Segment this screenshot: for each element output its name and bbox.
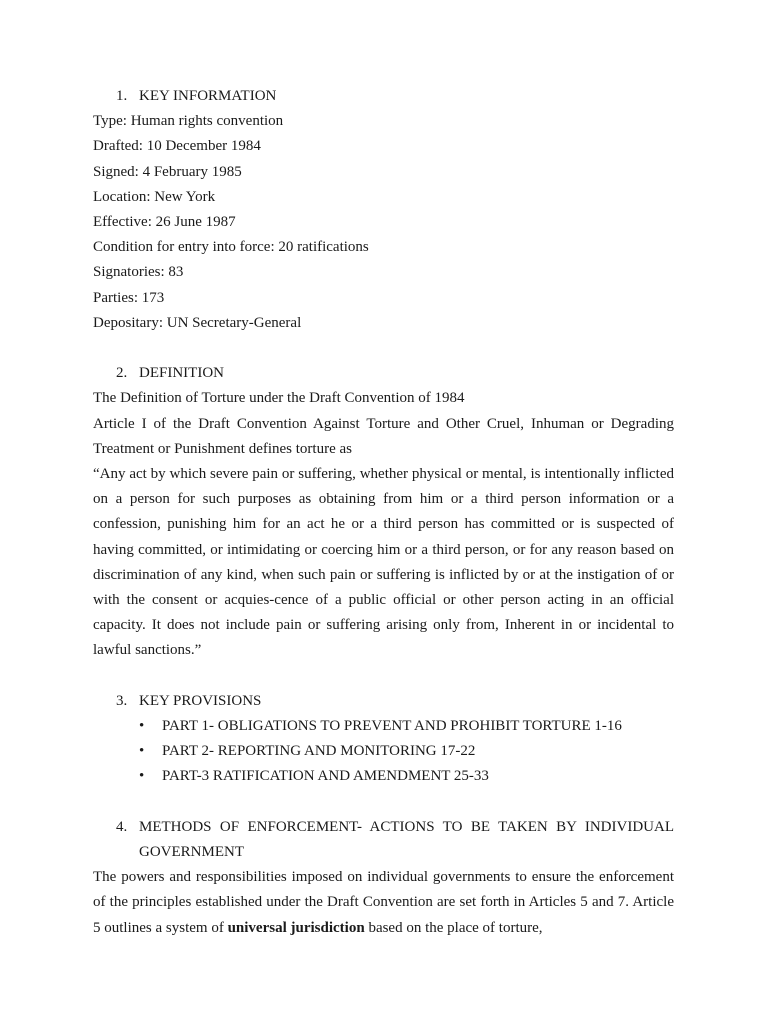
info-signatories: Signatories: 83 — [93, 264, 184, 281]
section-heading-methods-of-enforcement — [93, 815, 674, 865]
list-item — [93, 739, 674, 764]
section-number: 3. — [116, 692, 128, 709]
list-item-label: PART 2- REPORTING AND MONITORING 17-22 — [162, 743, 476, 760]
section-number: 4. — [116, 818, 128, 835]
list-item — [93, 714, 674, 739]
section-heading-definition — [93, 361, 674, 386]
section-title: METHODS OF ENFORCEMENT- ACTIONS TO BE TAKEN BY INDIVIDUAL GOVERNMENT — [139, 818, 674, 861]
provisions-list — [93, 714, 674, 790]
section-title: KEY PROVISIONS — [139, 692, 262, 709]
document-body — [93, 84, 674, 941]
info-depositary: Depositary: UN Secretary-General — [93, 314, 302, 331]
section-heading-key-provisions — [93, 689, 674, 714]
enforcement-paragraph — [93, 865, 674, 941]
section-spacer — [93, 336, 674, 361]
section-title: DEFINITION — [139, 365, 224, 382]
info-location: Location: New York — [93, 188, 216, 205]
info-type: Type: Human rights convention — [93, 113, 284, 130]
list-item — [93, 764, 674, 789]
torture-definition-quote: “Any act by which severe pain or suffering, whether physical or mental, is intentionally inflicted on a person for such purposes as obtaining from him or a third person information or a confession, punishing him for an act he or a third person has committed or is suspected of having committed, or intimidating or coercing him or a third person, or for any reason based on discrimination of any kind, when such pain or suffering is inflicted by or at the instigation of or with the consent or acquies-cence of a public official or other person acting in an official capacity. It does not include pain or suffering arising only from, Inherent in or incidental to lawful sanctions.” — [93, 466, 674, 659]
bullet-icon: • — [139, 768, 145, 785]
info-drafted: Drafted: 10 December 1984 — [93, 138, 261, 155]
article-intro-paragraph: Article I of the Draft Convention Against Torture and Other Cruel, Inhuman or Degrading Treatment or Punishment defines torture as — [93, 415, 674, 457]
definition-subtitle: The Definition of Torture under the Draft Convention of 1984 — [93, 390, 465, 407]
list-item-label: PART 1- OBLIGATIONS TO PREVENT AND PROHIBIT TORTURE 1-16 — [162, 718, 622, 735]
bold-term: universal jurisdiction — [227, 919, 365, 936]
info-signed: Signed: 4 February 1985 — [93, 163, 242, 180]
list-item-label: PART-3 RATIFICATION AND AMENDMENT 25-33 — [162, 768, 489, 785]
section-number: 2. — [116, 365, 128, 382]
section-heading-key-information — [93, 84, 674, 109]
bullet-icon: • — [139, 743, 145, 760]
section-spacer — [93, 664, 674, 689]
paragraph-text: based on the place of torture, — [364, 919, 543, 936]
info-parties: Parties: 173 — [93, 289, 165, 306]
info-effective: Effective: 26 June 1987 — [93, 214, 236, 231]
section-title: KEY INFORMATION — [139, 88, 277, 104]
paragraph-text: The powers and responsibilities imposed on individual governments to ensure the enforcement of the principles established under the Draft Convention are set forth in Articles 5 and 7. Article 5 outlines a system of — [93, 869, 674, 936]
section-number: 1. — [116, 88, 128, 104]
bullet-icon: • — [139, 718, 145, 735]
section-spacer — [93, 790, 674, 815]
info-condition: Condition for entry into force: 20 ratifications — [93, 239, 369, 256]
